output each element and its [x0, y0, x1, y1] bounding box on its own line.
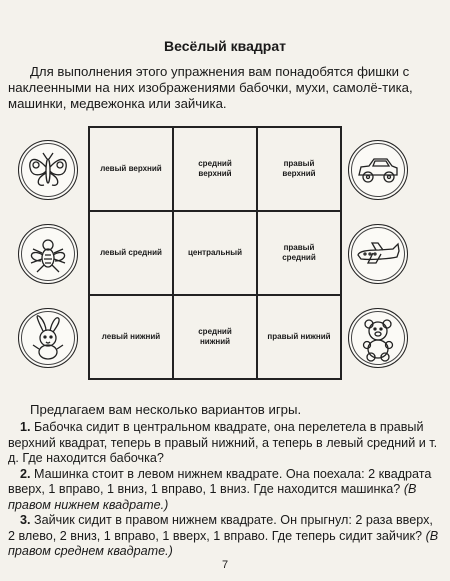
task-answer: (В правом нижнем квадрате.)	[8, 482, 417, 512]
three-by-three-grid	[88, 126, 342, 380]
teddy-bear-icon	[348, 308, 408, 368]
task-answer: (В правом среднем квадрате.)	[8, 528, 439, 558]
grid-cell-middle-left: левый средний	[89, 211, 173, 295]
grid-cell-top-right: правый верхний	[257, 127, 341, 211]
task-text: Бабочка сидит в центральном квадрате, она перелетела в правый верхний квадрат, теперь в правый нижний, а теперь в левый средний и т. д. Где находится бабочка?	[8, 420, 438, 465]
grid-cell-bottom-middle: средний нижний	[173, 295, 257, 379]
grid-cell-top-left: левый верхний	[89, 127, 173, 211]
grid-cell-center: центральный	[173, 211, 257, 295]
task-item	[8, 420, 440, 467]
car-icon	[348, 140, 408, 200]
task-text: Зайчик сидит в правом нижнем квадрате. Он прыгнул: 2 раза вверх, 2 влево, 2 вниз, 1 вправо, 1 вверх, 1 вправо. Где теперь сидит зайчик?	[8, 513, 433, 543]
bunny-icon	[18, 308, 78, 368]
grid-cell-bottom-right: правый нижний	[257, 295, 341, 379]
task-number: 1.	[20, 420, 31, 434]
page-title: Весёлый квадрат	[164, 38, 286, 54]
intro-paragraph: Для выполнения этого упражнения вам понадобятся фишки с наклеенными на них изображениями бабочки, мухи, самолё-тика, машинки, медвежонка или зайчика.	[8, 64, 413, 111]
grid-cell-middle-right: правый средний	[257, 211, 341, 295]
task-number: 3.	[20, 513, 31, 527]
butterfly-icon	[18, 140, 78, 200]
task-item	[8, 513, 440, 560]
task-number: 2.	[20, 466, 31, 481]
lead-sentence: Предлагаем вам несколько вариантов игры.	[30, 402, 302, 417]
grid-cell-bottom-left: левый нижний	[89, 295, 173, 379]
task-item	[8, 467, 440, 514]
task-text: Машинка стоит в левом нижнем квадрате. Она поехала: 2 квадрата вверх, 1 вправо, 1 вниз, 1 вправо, 1 вниз. Где находится машинка?	[8, 466, 432, 496]
grid-cell-top-middle: средний верхний	[173, 127, 257, 211]
tasks-list	[8, 420, 440, 560]
fly-icon	[18, 224, 78, 284]
airplane-icon	[348, 224, 408, 284]
page-number: 7	[221, 559, 229, 571]
